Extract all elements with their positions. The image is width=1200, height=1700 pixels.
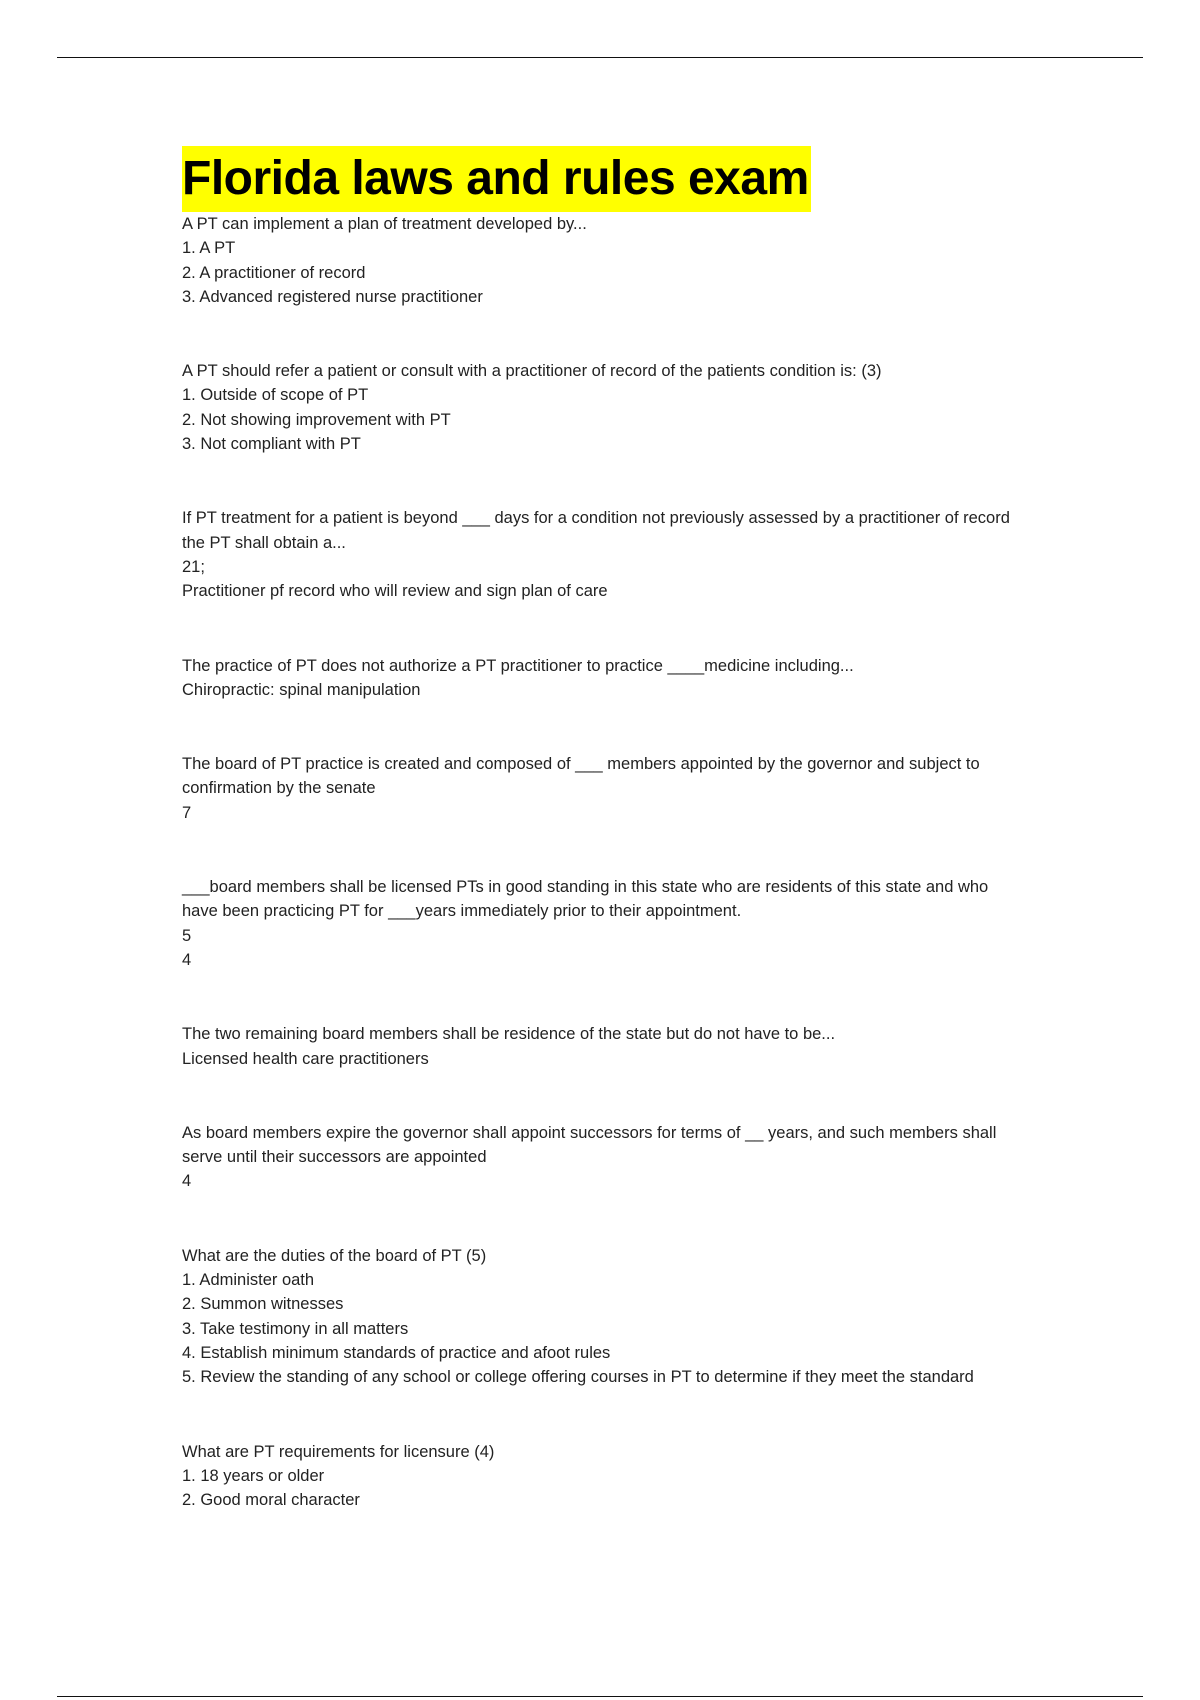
question-text: What are the duties of the board of PT (5) xyxy=(182,1246,487,1265)
question-text: A PT should refer a patient or consult with a practitioner of record of the patients condition is: (3) xyxy=(182,362,882,381)
qa-block xyxy=(182,752,1022,825)
answer-text: Practitioner pf record who will review and sign plan of care xyxy=(182,582,608,601)
answer-text: 2. Summon witnesses xyxy=(182,1295,344,1314)
answer-text: 3. Take testimony in all matters xyxy=(182,1319,409,1338)
answer-text: 7 xyxy=(182,803,192,822)
document-body xyxy=(182,146,1022,1512)
answer-text: 2. A practitioner of record xyxy=(182,263,366,282)
answer-text: 4 xyxy=(182,1172,192,1191)
document-title: Florida laws and rules exam xyxy=(182,146,811,212)
qa-block xyxy=(182,654,1022,703)
qa-block xyxy=(182,359,1022,456)
qa-block xyxy=(182,1121,1022,1194)
qa-block xyxy=(182,212,1022,309)
answer-text: 2. Good moral character xyxy=(182,1491,360,1510)
question-text: ___board members shall be licensed PTs in good standing in this state who are residents of this state and who have been practicing PT for ___years immediately prior to their appointment. xyxy=(182,878,993,921)
qa-block xyxy=(182,875,1022,972)
qa-block xyxy=(182,506,1022,603)
answer-text: 1. Administer oath xyxy=(182,1271,315,1290)
top-rule xyxy=(57,57,1143,58)
answer-text: 2. Not showing improvement with PT xyxy=(182,410,451,429)
question-text: What are PT requirements for licensure (4) xyxy=(182,1442,495,1461)
answer-text: 4. Establish minimum standards of practice and afoot rules xyxy=(182,1343,611,1362)
answer-text: 4 xyxy=(182,950,192,969)
answer-text: 21; xyxy=(182,557,205,576)
answer-text: 5 xyxy=(182,926,192,945)
qa-block xyxy=(182,1440,1022,1513)
question-text: The board of PT practice is created and composed of ___ members appointed by the governor and subject to confirmation by the senate xyxy=(182,755,985,798)
question-text: As board members expire the governor shall appoint successors for terms of __ years, and such members shall serve until their successors are appointed xyxy=(182,1123,1001,1167)
answer-text: 1. Outside of scope of PT xyxy=(182,386,369,405)
bottom-rule xyxy=(57,1696,1143,1697)
question-text: The two remaining board members shall be residence of the state but do not have to be... xyxy=(182,1025,836,1044)
answer-text: 5. Review the standing of any school or college offering courses in PT to determine if they meet the standard xyxy=(182,1368,974,1387)
question-text: If PT treatment for a patient is beyond ___ days for a condition not previously assessed by a practitioner of record the PT shall obtain a... xyxy=(182,509,1015,552)
qa-block xyxy=(182,1244,1022,1390)
answer-text: 3. Advanced registered nurse practitioner xyxy=(182,287,483,306)
answer-text: Licensed health care practitioners xyxy=(182,1049,429,1068)
answer-text: 1. 18 years or older xyxy=(182,1466,325,1485)
question-text: The practice of PT does not authorize a PT practitioner to practice ____medicine including... xyxy=(182,656,854,675)
answer-text: 1. A PT xyxy=(182,239,236,258)
answer-text: Chiropractic: spinal manipulation xyxy=(182,680,421,699)
question-text: A PT can implement a plan of treatment developed by... xyxy=(182,215,587,233)
answer-text: 3. Not compliant with PT xyxy=(182,435,361,454)
qa-block xyxy=(182,1022,1022,1071)
